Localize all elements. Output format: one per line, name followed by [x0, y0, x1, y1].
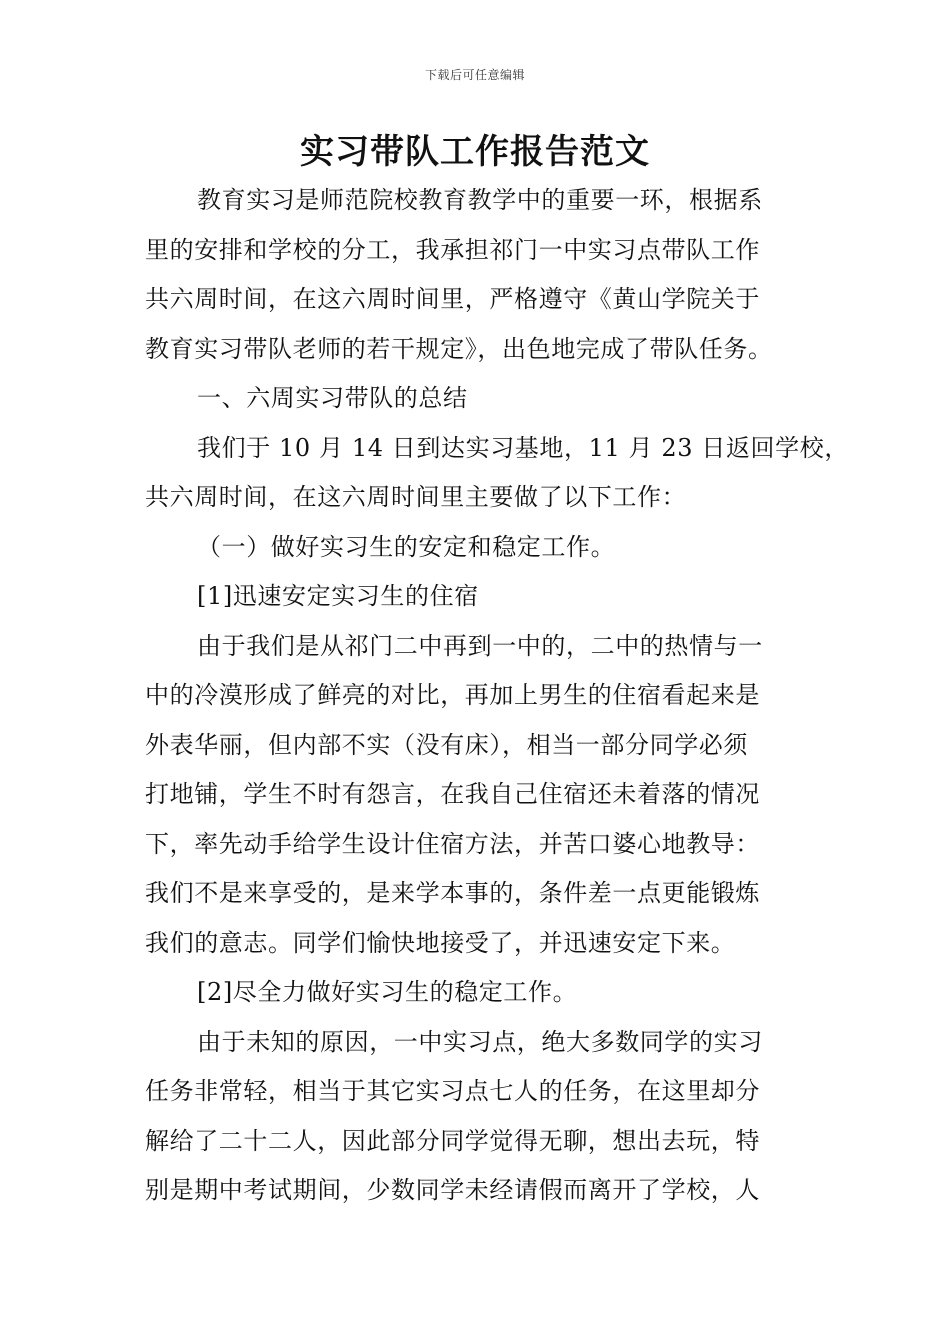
page-title: 实习带队工作报告范文 — [300, 132, 650, 172]
text-line: 外表华丽，但内部不实（没有床），相当一部分同学必须 — [145, 730, 748, 759]
text-line: 中的冷漠形成了鲜亮的对比，再加上男生的住宿看起来是 — [145, 681, 760, 709]
text-line: 共六周时间，在这六周时间里主要做了以下工作： — [145, 483, 687, 511]
text-line: 任务非常轻，相当于其它实习点七人的任务，在这里却分 — [145, 1077, 760, 1105]
text-line: 打地铺，学生不时有怨言，在我自己住宿还未着落的情况 — [145, 780, 760, 808]
text-line: [1]迅速安定实习生的住宿 — [197, 582, 479, 610]
text-line: 由于未知的原因，一中实习点，绝大多数同学的实习 — [197, 1027, 763, 1056]
text-line: （一）做好实习生的安定和稳定工作。 — [197, 532, 616, 561]
text-line: 共六周时间，在这六周时间里，严格遵守《黄山学院关于 — [145, 285, 760, 313]
page-header-note: 下载后可任意编辑 — [424, 68, 525, 82]
text-line: 解给了二十二人，因此部分同学觉得无聊，想出去玩，特 — [145, 1126, 760, 1155]
document-body — [145, 176, 849, 1216]
text-line: [2]尽全力做好实习生的稳定工作。 — [197, 978, 578, 1006]
text-line: 里的安排和学校的分工，我承担祁门一中实习点带队工作 — [145, 235, 760, 264]
text-line: 我们于 10 月 14 日到达实习基地，11 月 23 日返回学校， — [197, 433, 849, 462]
text-line: 教育实习带队老师的若干规定》，出色地完成了带队任务。 — [145, 334, 773, 363]
text-line: 我们的意志。同学们愉快地接受了，并迅速安定下来。 — [145, 928, 736, 957]
text-line: 一、六周实习带队的总结 — [197, 384, 468, 412]
text-line: 由于我们是从祁门二中再到一中的，二中的热情与一 — [197, 631, 763, 660]
text-line: 我们不是来享受的，是来学本事的，条件差一点更能锻炼 — [145, 879, 760, 907]
text-line: 下，率先动手给学生设计住宿方法，并苦口婆心地教导： — [145, 829, 760, 858]
text-line: 别是期中考试期间，少数同学未经请假而离开了学校，人 — [145, 1176, 760, 1204]
text-line: 教育实习是师范院校教育教学中的重要一环，根据系 — [197, 186, 763, 214]
